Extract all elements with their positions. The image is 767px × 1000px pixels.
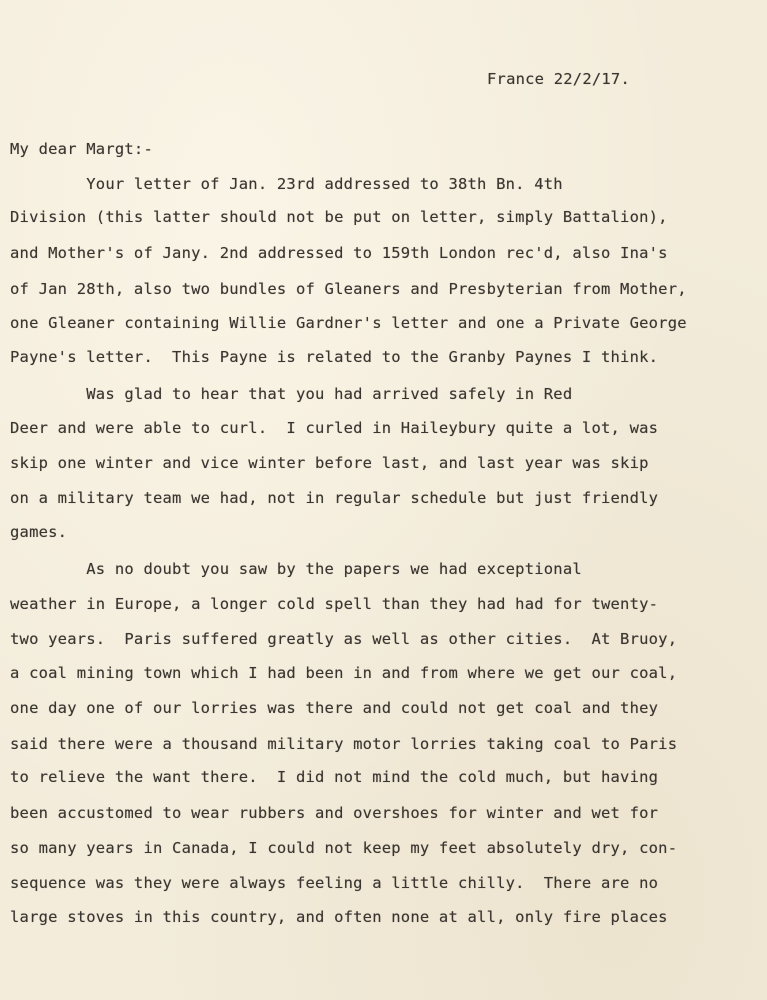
letter-line: a coal mining town which I had been in and from where we get our coal, [10,664,678,682]
letter-line: weather in Europe, a longer cold spell than they had had for twenty- [10,595,659,613]
letter-line: one Gleaner containing Willie Gardner's letter and one a Private George [10,314,687,332]
dateline: France 22/2/17. [487,70,630,88]
salutation: My dear Margt:- [10,140,153,158]
letter-line: Your letter of Jan. 23rd addressed to 38th Bn. 4th [10,175,563,193]
letter-line: Division (this latter should not be put on letter, simply Battalion), [10,208,668,226]
letter-line: As no doubt you saw by the papers we had exceptional [10,560,582,578]
letter-line: sequence was they were always feeling a little chilly. There are no [10,874,659,892]
letter-line: skip one winter and vice winter before last, and last year was skip [10,454,649,472]
letter-line: and Mother's of Jany. 2nd addressed to 159th London rec'd, also Ina's [10,244,668,262]
letter-line: been accustomed to wear rubbers and overshoes for winter and wet for [10,804,659,822]
letter-line: said there were a thousand military motor lorries taking coal to Paris [10,735,678,753]
letter-line: Payne's letter. This Payne is related to the Granby Paynes I think. [10,348,659,366]
letter-line: so many years in Canada, I could not keep my feet absolutely dry, con- [10,839,678,857]
letter-line: large stoves in this country, and often none at all, only fire places [10,908,668,926]
letter-line: to relieve the want there. I did not mind the cold much, but having [10,768,659,786]
letter-line: games. [10,523,68,541]
letter-line: on a military team we had, not in regular schedule but just friendly [10,489,659,507]
letter-line: one day one of our lorries was there and could not get coal and they [10,699,659,717]
letter-line: Was glad to hear that you had arrived safely in Red [10,385,573,403]
letter-line: Deer and were able to curl. I curled in Haileybury quite a lot, was [10,419,659,437]
letter-line: two years. Paris suffered greatly as well as other cities. At Bruoy, [10,630,678,648]
letter-line: of Jan 28th, also two bundles of Gleaners and Presbyterian from Mother, [10,280,687,298]
